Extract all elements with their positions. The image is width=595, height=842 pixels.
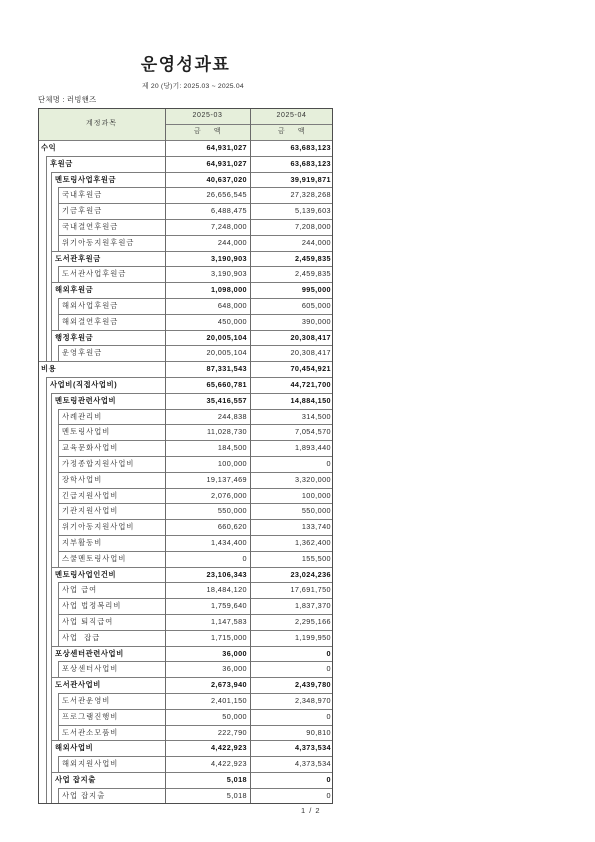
account-label: 사업 급여 (62, 585, 98, 595)
amount-2025-04: 0 (326, 648, 331, 658)
amount-2025-04: 1,199,950 (294, 632, 331, 642)
amount-2025-04: 133,740 (301, 522, 331, 532)
account-label: 도서관후원금 (55, 253, 101, 263)
amount-2025-03: 6,488,475 (210, 206, 247, 216)
amount-2025-04: 0 (326, 711, 331, 721)
account-label: 멘토링사업비 (62, 427, 111, 437)
amount-2025-04: 7,208,000 (294, 222, 331, 231)
amount-2025-03: 5,018 (226, 775, 247, 784)
account-label: 행정후원금 (55, 332, 94, 342)
account-label: 교육문화사업비 (62, 443, 119, 453)
account-label: 멘토링사업인건비 (55, 569, 117, 579)
amount-2025-04: 2,439,780 (294, 680, 331, 690)
amount-2025-03: 4,422,923 (210, 743, 247, 753)
organization-name: 단체명 : 러빙핸즈 (38, 95, 97, 104)
amount-2025-03: 26,656,545 (206, 190, 247, 200)
operating-results-table (38, 108, 333, 804)
account-label: 포상센터사업비 (62, 664, 119, 674)
header-account-title: 계정과목 (85, 120, 118, 127)
amount-2025-03: 50,000 (222, 711, 247, 721)
amount-2025-03: 660,620 (217, 522, 247, 532)
amount-2025-04: 100,000 (301, 490, 331, 500)
account-label: 장학사업비 (62, 474, 103, 484)
account-label: 프로그램진행비 (62, 711, 119, 721)
amount-2025-04: 155,500 (301, 553, 331, 563)
amount-2025-04: 70,454,921 (290, 364, 331, 374)
amount-2025-04: 1,893,440 (294, 443, 331, 453)
amount-2025-04: 1,362,400 (294, 538, 331, 547)
amount-2025-04: 0 (326, 775, 331, 784)
amount-2025-04: 2,295,166 (294, 617, 331, 626)
amount-2025-03: 244,838 (217, 411, 247, 421)
account-label: 국내후원금 (62, 190, 103, 200)
account-label: 멘토링사업후원금 (55, 174, 117, 184)
account-label: 해외사업후원금 (62, 301, 119, 310)
amount-2025-03: 64,931,027 (206, 158, 247, 168)
account-label: 운영후원금 (62, 348, 103, 358)
amount-2025-04: 4,373,534 (294, 743, 331, 753)
amount-2025-04: 39,919,871 (290, 174, 331, 184)
account-label: 스쿨멘토링사업비 (62, 553, 127, 563)
amount-2025-03: 87,331,543 (206, 364, 247, 374)
account-label: 사업 퇴직급여 (62, 617, 114, 626)
amount-2025-03: 184,500 (217, 443, 247, 453)
amount-2025-04: 3,320,000 (294, 474, 331, 484)
header-period-next: 2025-04 (276, 112, 307, 119)
account-label: 도서관사업비 (55, 680, 101, 690)
account-label: 도서관사업후원금 (62, 269, 127, 279)
amount-2025-04: 27,328,268 (290, 190, 331, 200)
account-label: 사례관리비 (62, 411, 103, 421)
amount-2025-04: 17,691,750 (290, 585, 331, 595)
amount-2025-03: 23,106,343 (206, 569, 247, 579)
amount-2025-04: 44,721,700 (290, 380, 331, 389)
amount-2025-03: 36,000 (222, 664, 247, 674)
amount-2025-03: 65,660,781 (206, 380, 247, 389)
header-amount-label: 금 액 (193, 128, 222, 135)
amount-2025-03: 5,018 (226, 790, 247, 800)
amount-2025-03: 7,248,000 (210, 222, 247, 231)
amount-2025-04: 244,000 (301, 237, 331, 247)
amount-2025-04: 90,810 (306, 727, 331, 737)
account-label: 가정종합지원사업비 (62, 459, 135, 468)
amount-2025-04: 2,459,835 (294, 269, 331, 279)
amount-2025-04: 0 (326, 664, 331, 674)
account-label: 사업 법정복리비 (62, 601, 122, 611)
account-label: 해외결연후원금 (62, 316, 119, 326)
page-title: 운영성과표 (140, 55, 231, 74)
amount-2025-03: 222,790 (217, 727, 247, 737)
amount-2025-03: 11,028,730 (207, 427, 247, 437)
amount-2025-03: 20,005,104 (206, 332, 247, 342)
amount-2025-04: 2,459,835 (294, 253, 331, 263)
account-label: 해외후원금 (55, 285, 94, 295)
amount-2025-03: 2,401,150 (210, 696, 247, 705)
amount-2025-04: 20,308,417 (290, 348, 331, 358)
amount-2025-04: 550,000 (301, 506, 331, 516)
amount-2025-03: 19,137,469 (206, 474, 247, 484)
amount-2025-03: 0 (242, 553, 247, 563)
amount-2025-03: 244,000 (217, 237, 247, 247)
amount-2025-03: 550,000 (217, 506, 247, 516)
amount-2025-03: 648,000 (217, 301, 247, 310)
account-label: 후원금 (50, 158, 73, 168)
account-label: 해외지원사업비 (62, 759, 119, 769)
header-period-current: 2025-03 (192, 112, 223, 119)
amount-2025-03: 4,422,923 (210, 759, 247, 769)
account-label: 긴급지원사업비 (62, 490, 119, 500)
amount-2025-04: 5,139,603 (294, 206, 331, 216)
table-frame (38, 108, 333, 804)
amount-2025-04: 0 (326, 459, 331, 468)
amount-2025-03: 35,416,557 (206, 395, 247, 405)
account-label: 지부활동비 (62, 538, 103, 547)
amount-2025-03: 1,715,000 (210, 632, 247, 642)
amount-2025-03: 3,190,903 (210, 269, 247, 279)
fiscal-period: 제 20 (당)기: 2025.03 ~ 2025.04 (142, 83, 244, 90)
account-label: 포상센터관련사업비 (55, 648, 124, 658)
amount-2025-03: 1,434,400 (210, 538, 247, 547)
amount-2025-04: 2,348,970 (294, 696, 331, 705)
amount-2025-04: 0 (326, 790, 331, 800)
amount-2025-03: 2,673,940 (210, 680, 247, 690)
amount-2025-04: 605,000 (301, 301, 331, 310)
amount-2025-04: 7,054,570 (294, 427, 331, 437)
account-label: 해외사업비 (55, 743, 94, 753)
account-label: 기관지원사업비 (62, 506, 119, 516)
account-label: 사업 잡지출 (62, 790, 106, 800)
account-label: 사업비(직접사업비) (50, 380, 118, 389)
account-label: 멘토링관련사업비 (55, 395, 117, 405)
amount-2025-03: 2,076,000 (210, 490, 247, 500)
amount-2025-04: 14,884,150 (290, 395, 331, 405)
amount-2025-03: 450,000 (217, 316, 247, 326)
amount-2025-03: 3,190,903 (210, 253, 247, 263)
amount-2025-03: 18,484,120 (206, 585, 247, 595)
account-label: 비용 (41, 364, 57, 374)
amount-2025-04: 314,500 (301, 411, 331, 421)
account-label: 위기아동지원사업비 (62, 522, 135, 532)
amount-2025-03: 1,098,000 (210, 285, 247, 295)
amount-2025-04: 995,000 (301, 285, 331, 295)
account-label: 사업 잡급 (62, 632, 101, 642)
amount-2025-03: 36,000 (222, 648, 247, 658)
amount-2025-04: 4,373,534 (294, 759, 331, 769)
amount-2025-04: 390,000 (301, 316, 331, 326)
account-label: 수익 (41, 143, 57, 152)
account-label: 위기아동지원후원금 (62, 237, 135, 247)
amount-2025-04: 23,024,236 (290, 569, 331, 579)
account-label: 도서관소모품비 (62, 727, 119, 737)
amount-2025-03: 64,931,027 (206, 143, 247, 152)
page-number: 1 / 2 (301, 806, 321, 815)
amount-2025-04: 63,683,123 (290, 143, 331, 152)
account-label: 사업 잡지출 (55, 775, 96, 784)
amount-2025-03: 40,637,020 (206, 174, 247, 184)
account-label: 도서관운영비 (62, 696, 111, 705)
amount-2025-04: 63,683,123 (290, 158, 331, 168)
header-amount-label: 금 액 (277, 128, 306, 135)
amount-2025-03: 1,147,583 (210, 617, 247, 626)
amount-2025-03: 100,000 (217, 459, 247, 468)
amount-2025-03: 20,005,104 (206, 348, 247, 358)
account-label: 기금후원금 (62, 206, 103, 216)
account-label: 국내결연후원금 (62, 222, 119, 231)
amount-2025-04: 20,308,417 (290, 332, 331, 342)
amount-2025-03: 1,759,640 (210, 601, 247, 611)
amount-2025-04: 1,837,370 (294, 601, 331, 611)
